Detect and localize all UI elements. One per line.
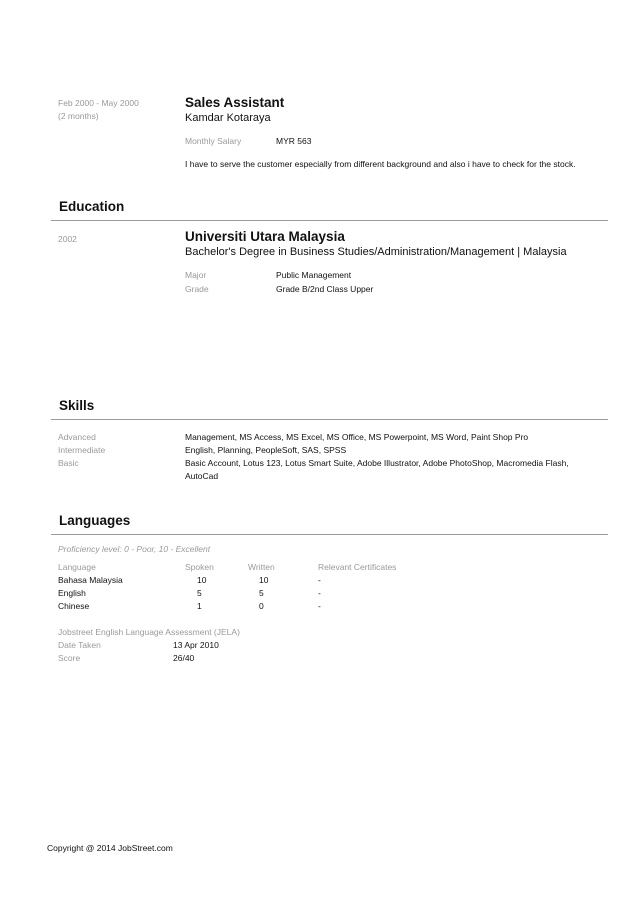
- certificates-value: -: [318, 575, 321, 585]
- grade-label: Grade: [185, 284, 209, 294]
- salary-value: MYR 563: [276, 136, 312, 146]
- written-score: 0: [259, 601, 264, 611]
- institution-name: Universiti Utara Malaysia: [185, 229, 345, 244]
- job-description: I have to serve the customer especially from different background and also i have to check for the stock.: [185, 159, 576, 169]
- skills-divider: [51, 419, 608, 420]
- languages-divider: [51, 534, 608, 535]
- skill-items: Basic Account, Lotus 123, Lotus Smart Suite, Adobe Illustrator, Adobe PhotoShop, Macromedia Flash,: [185, 458, 569, 468]
- certificates-column-header: Relevant Certificates: [318, 562, 397, 572]
- salary-label: Monthly Salary: [185, 136, 242, 146]
- company-name: Kamdar Kotaraya: [185, 112, 271, 124]
- experience-period: Feb 2000 - May 2000: [58, 98, 139, 108]
- proficiency-note: Proficiency level: 0 - Poor, 10 - Excellent: [58, 544, 211, 554]
- major-value: Public Management: [276, 270, 352, 280]
- skill-level: Intermediate: [58, 445, 106, 455]
- skill-level: Advanced: [58, 432, 96, 442]
- language-name: Bahasa Malaysia: [58, 575, 123, 585]
- skill-items: Management, MS Access, MS Excel, MS Office, MS Powerpoint, MS Word, Paint Shop Pro: [185, 432, 529, 442]
- score-value: 26/40: [173, 653, 195, 663]
- spoken-score: 1: [197, 601, 202, 611]
- jela-title: Jobstreet English Language Assessment (JELA): [58, 627, 240, 637]
- skill-items-continued: AutoCad: [185, 471, 219, 481]
- job-title: Sales Assistant: [185, 95, 285, 110]
- education-divider: [51, 220, 608, 221]
- certificates-value: -: [318, 601, 321, 611]
- skill-level: Basic: [58, 458, 79, 468]
- written-column-header: Written: [248, 562, 275, 572]
- date-taken-value: 13 Apr 2010: [173, 640, 219, 650]
- written-score: 5: [259, 588, 264, 598]
- language-name: Chinese: [58, 601, 90, 611]
- score-label: Score: [58, 653, 81, 663]
- major-label: Major: [185, 270, 207, 280]
- date-taken-label: Date Taken: [58, 640, 101, 650]
- degree-name: Bachelor's Degree in Business Studies/Administration/Management | Malaysia: [185, 246, 567, 258]
- written-score: 10: [259, 575, 269, 585]
- education-year: 2002: [58, 234, 77, 244]
- copyright-footer: Copyright @ 2014 JobStreet.com: [47, 843, 173, 853]
- education-heading: Education: [59, 199, 125, 214]
- certificates-value: -: [318, 588, 321, 598]
- spoken-column-header: Spoken: [185, 562, 214, 572]
- skills-heading: Skills: [59, 398, 95, 413]
- grade-value: Grade B/2nd Class Upper: [276, 284, 374, 294]
- spoken-score: 10: [197, 575, 207, 585]
- language-name: English: [58, 588, 86, 598]
- language-column-header: Language: [58, 562, 96, 572]
- spoken-score: 5: [197, 588, 202, 598]
- languages-heading: Languages: [59, 513, 131, 528]
- skill-items: English, Planning, PeopleSoft, SAS, SPSS: [185, 445, 347, 455]
- experience-duration: (2 months): [58, 111, 99, 121]
